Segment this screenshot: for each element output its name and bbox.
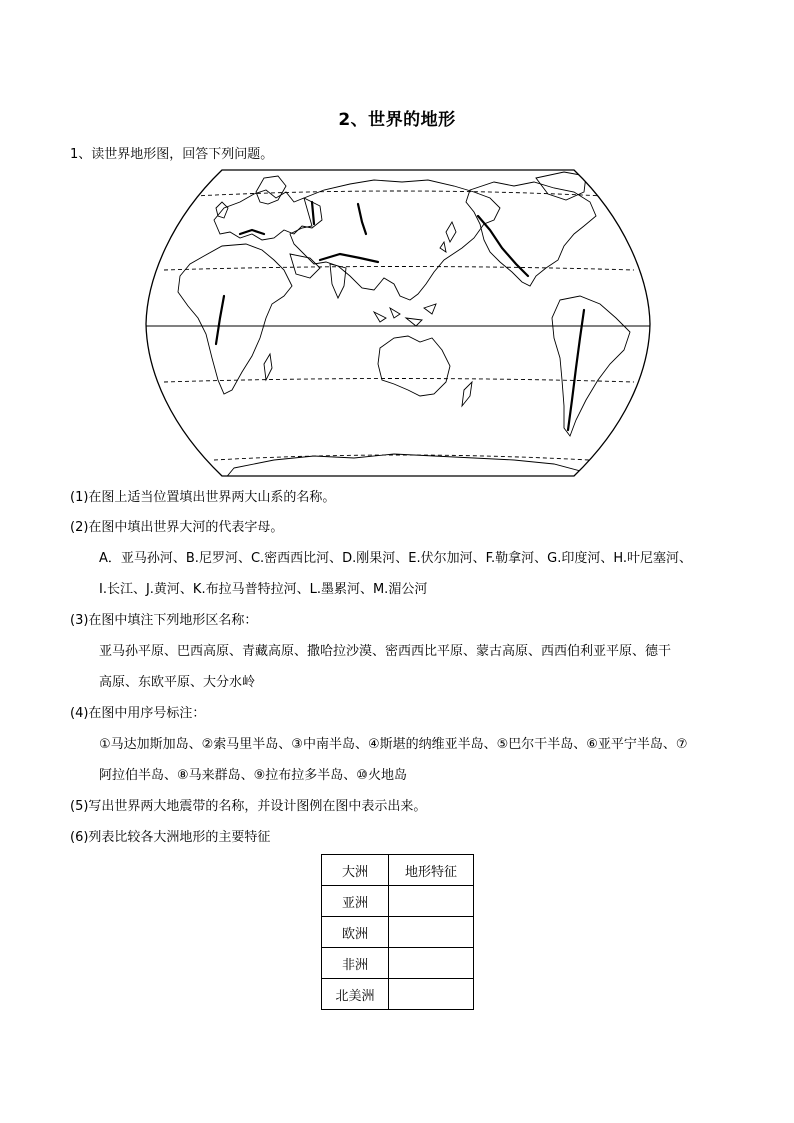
- question-1-4: (4)在图中用序号标注：: [70, 706, 206, 721]
- table-row: [322, 979, 474, 1010]
- feature-cell[interactable]: [389, 948, 474, 979]
- antarctic-circle: [214, 455, 589, 460]
- south-america-outline: [552, 296, 630, 436]
- continent-cell: 北美洲: [322, 979, 389, 1010]
- question-1-6: (6)列表比较各大洲地形的主要特征: [70, 830, 271, 845]
- feature-cell[interactable]: [389, 917, 474, 948]
- scandinavia-outline: [256, 176, 286, 204]
- table-header-row: [322, 855, 474, 886]
- continent-cell: 亚洲: [322, 886, 389, 917]
- question-1-2: (2)在图中填出世界大河的代表字母。: [70, 520, 284, 535]
- himalaya-range: [320, 254, 378, 262]
- india-outline: [330, 264, 346, 298]
- question-1-3: (3)在图中填注下列地形区名称：: [70, 613, 258, 628]
- table-row: [322, 948, 474, 979]
- alps-range: [240, 230, 264, 234]
- australia-outline: [378, 336, 450, 396]
- feature-cell[interactable]: [389, 979, 474, 1010]
- table-row: [322, 917, 474, 948]
- greenland-outline: [536, 172, 586, 200]
- urals-range: [312, 202, 314, 224]
- map-frame: [146, 170, 650, 476]
- madagascar-outline: [264, 354, 272, 380]
- question-1-2-detail-cont: I.长江、J.黄河、K.布拉马普特拉河、L.墨累河、M.湄公河: [99, 582, 428, 597]
- question-1-1: (1)在图上适当位置填出世界两大山系的名称。: [70, 490, 336, 505]
- world-terrain-map: [144, 168, 652, 480]
- africa-river: [216, 296, 224, 344]
- andes-range: [568, 310, 584, 430]
- question-1: 1、读世界地形图，回答下列问题。: [70, 147, 274, 162]
- question-1-4-detail: ①马达加斯加岛、②索马里半岛、③中南半岛、④斯堪的纳维亚半岛、⑤巴尔干半岛、⑥亚平宁半岛、⑦: [99, 737, 688, 752]
- question-1-3-detail: 亚马孙平原、巴西高原、青藏高原、撒哈拉沙漠、密西西比平原、蒙古高原、西西伯利亚平原、德干: [99, 644, 672, 659]
- tropic-of-cancer: [164, 267, 634, 271]
- question-1-5: (5)写出世界两大地震带的名称，并设计图例在图中表示出来。: [70, 799, 427, 814]
- continent-cell: 欧洲: [322, 917, 389, 948]
- continent-cell: 非洲: [322, 948, 389, 979]
- new-zealand-outline: [462, 382, 472, 406]
- question-1-4-detail-cont: 阿拉伯半岛、⑧马来群岛、⑨拉布拉多半岛、⑩火地岛: [99, 768, 407, 783]
- tropic-of-capricorn: [164, 379, 634, 383]
- arabia-outline: [290, 254, 320, 278]
- question-1-3-detail-cont: 高原、东欧平原、大分水岭: [99, 675, 256, 690]
- north-america-outline: [466, 182, 596, 286]
- feature-cell[interactable]: [389, 886, 474, 917]
- header-feature: 地形特征: [389, 855, 474, 886]
- asia-river: [358, 204, 366, 234]
- header-continent: 大洲: [322, 855, 389, 886]
- continent-comparison-table: [321, 854, 474, 1010]
- asia-outline: [290, 180, 500, 300]
- table-row: [322, 886, 474, 917]
- question-1-2-detail: A．亚马孙河、B.尼罗河、C.密西西比河、D.刚果河、E.伏尔加河、F.勒拿河、G.印度河、H.叶尼塞河、: [99, 551, 693, 566]
- africa-outline: [178, 244, 292, 394]
- page-title: 2、世界的地形: [338, 110, 456, 130]
